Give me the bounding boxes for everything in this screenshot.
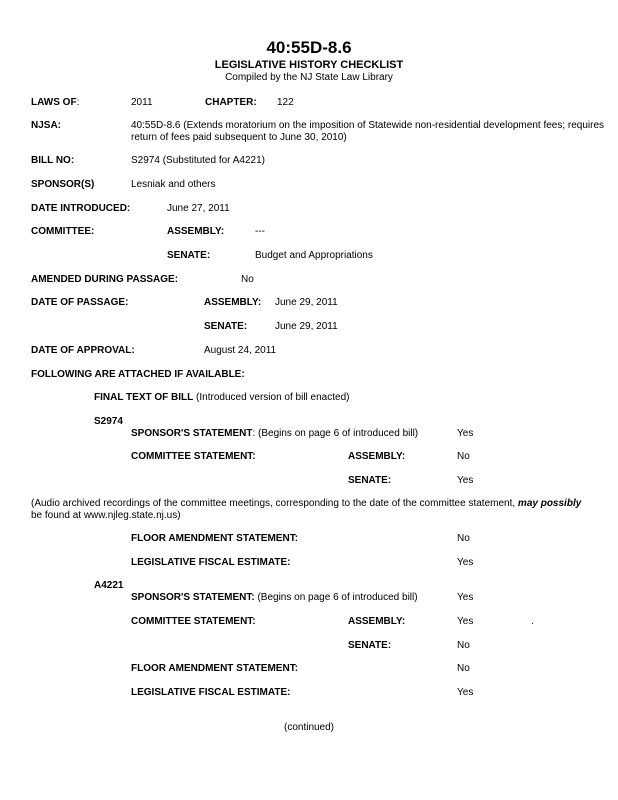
sponsors-value: Lesniak and others bbox=[131, 179, 216, 190]
bill-no-label: BILL NO: bbox=[31, 155, 75, 166]
s2974-committee-label: COMMITTEE STATEMENT: bbox=[131, 451, 256, 462]
amended-label: AMENDED DURING PASSAGE: bbox=[31, 274, 179, 285]
a4221-fiscal-label: LEGISLATIVE FISCAL ESTIMATE: bbox=[131, 687, 291, 698]
laws-of-value: 2011 bbox=[131, 97, 153, 108]
committee-senate-label: SENATE: bbox=[167, 250, 211, 261]
a4221-assembly-value: Yes bbox=[457, 616, 474, 627]
chapter-label: CHAPTER: bbox=[205, 97, 257, 108]
a4221-fiscal-value: Yes bbox=[457, 687, 474, 698]
s2974-sponsor-note: : (Begins on page 6 of introduced bill) bbox=[252, 428, 419, 439]
njsa-label: NJSA: bbox=[31, 120, 62, 131]
s2974-floor-label: FLOOR AMENDMENT STATEMENT: bbox=[131, 533, 299, 544]
following-heading: FOLLOWING ARE ATTACHED IF AVAILABLE: bbox=[31, 369, 245, 380]
a4221-sponsor-line bbox=[131, 592, 418, 604]
final-text-note: (Introduced version of bill enacted) bbox=[193, 392, 350, 403]
laws-of-label: LAWS OF: bbox=[31, 97, 80, 108]
s2974-floor-value: No bbox=[457, 533, 470, 544]
njsa-line-1: 40:55D-8.6 (Extends moratorium on the imposition of Statewide non-residential development fees; requires bbox=[131, 120, 605, 131]
date-introduced-value: June 27, 2011 bbox=[167, 203, 230, 214]
a4221-id: A4221 bbox=[94, 580, 124, 591]
njsa-line-2: return of fees paid subsequent to June 30, 2010) bbox=[131, 132, 347, 143]
s2974-sponsor-line bbox=[131, 428, 418, 440]
audio-note-line-2: be found at www.njleg.state.nj.us) bbox=[31, 510, 181, 521]
a4221-sponsor-label: SPONSOR'S STATEMENT: bbox=[131, 592, 255, 603]
a4221-assembly-dot: . bbox=[531, 616, 534, 627]
passage-label: DATE OF PASSAGE: bbox=[31, 297, 129, 308]
passage-senate-label: SENATE: bbox=[204, 321, 248, 332]
committee-label: COMMITTEE: bbox=[31, 226, 95, 237]
passage-senate-value: June 29, 2011 bbox=[275, 321, 338, 332]
committee-senate-value: Budget and Appropriations bbox=[255, 250, 373, 261]
date-introduced-label: DATE INTRODUCED: bbox=[31, 203, 131, 214]
a4221-senate-value: No bbox=[457, 640, 470, 651]
s2974-fiscal-label: LEGISLATIVE FISCAL ESTIMATE: bbox=[131, 557, 291, 568]
s2974-fiscal-value: Yes bbox=[457, 557, 474, 568]
s2974-id: S2974 bbox=[94, 416, 123, 427]
a4221-committee-label: COMMITTEE STATEMENT: bbox=[131, 616, 256, 627]
audio-note-emphasis: may possibly bbox=[517, 498, 582, 509]
passage-assembly-label: ASSEMBLY: bbox=[204, 297, 262, 308]
page-subtitle: LEGISLATIVE HISTORY CHECKLIST bbox=[214, 59, 404, 71]
passage-assembly-value: June 29, 2011 bbox=[275, 297, 338, 308]
sponsors-label: SPONSOR(S) bbox=[31, 179, 95, 190]
a4221-floor-label: FLOOR AMENDMENT STATEMENT: bbox=[131, 663, 299, 674]
a4221-sponsor-note: (Begins on page 6 of introduced bill) bbox=[254, 592, 418, 603]
s2974-senate-value: Yes bbox=[457, 475, 474, 486]
bill-no-value: S2974 (Substituted for A4221) bbox=[131, 155, 265, 166]
committee-assembly-value: --- bbox=[255, 226, 265, 237]
approval-label: DATE OF APPROVAL: bbox=[31, 345, 135, 356]
page-title: 40:55D-8.6 bbox=[266, 38, 352, 57]
amended-value: No bbox=[241, 274, 254, 285]
chapter-value: 122 bbox=[277, 97, 294, 108]
final-text-label: FINAL TEXT OF BILL bbox=[94, 392, 194, 403]
a4221-senate-label: SENATE: bbox=[348, 640, 392, 651]
approval-value: August 24, 2011 bbox=[204, 345, 277, 356]
final-text-line bbox=[94, 392, 349, 404]
s2974-senate-label: SENATE: bbox=[348, 475, 392, 486]
a4221-sponsor-value: Yes bbox=[457, 592, 474, 603]
s2974-sponsor-label: SPONSOR'S STATEMENT bbox=[131, 428, 253, 439]
s2974-sponsor-value: Yes bbox=[457, 428, 474, 439]
committee-assembly-label: ASSEMBLY: bbox=[167, 226, 225, 237]
s2974-assembly-value: No bbox=[457, 451, 470, 462]
s2974-assembly-label: ASSEMBLY: bbox=[348, 451, 406, 462]
compiled-by: Compiled by the NJ State Law Library bbox=[225, 72, 393, 83]
a4221-assembly-label: ASSEMBLY: bbox=[348, 616, 406, 627]
audio-note-line-1: (Audio archived recordings of the committee meetings, corresponding to the date of the committee statement, may possibly bbox=[31, 498, 582, 509]
continued-note: (continued) bbox=[283, 722, 335, 733]
a4221-floor-value: No bbox=[457, 663, 470, 674]
